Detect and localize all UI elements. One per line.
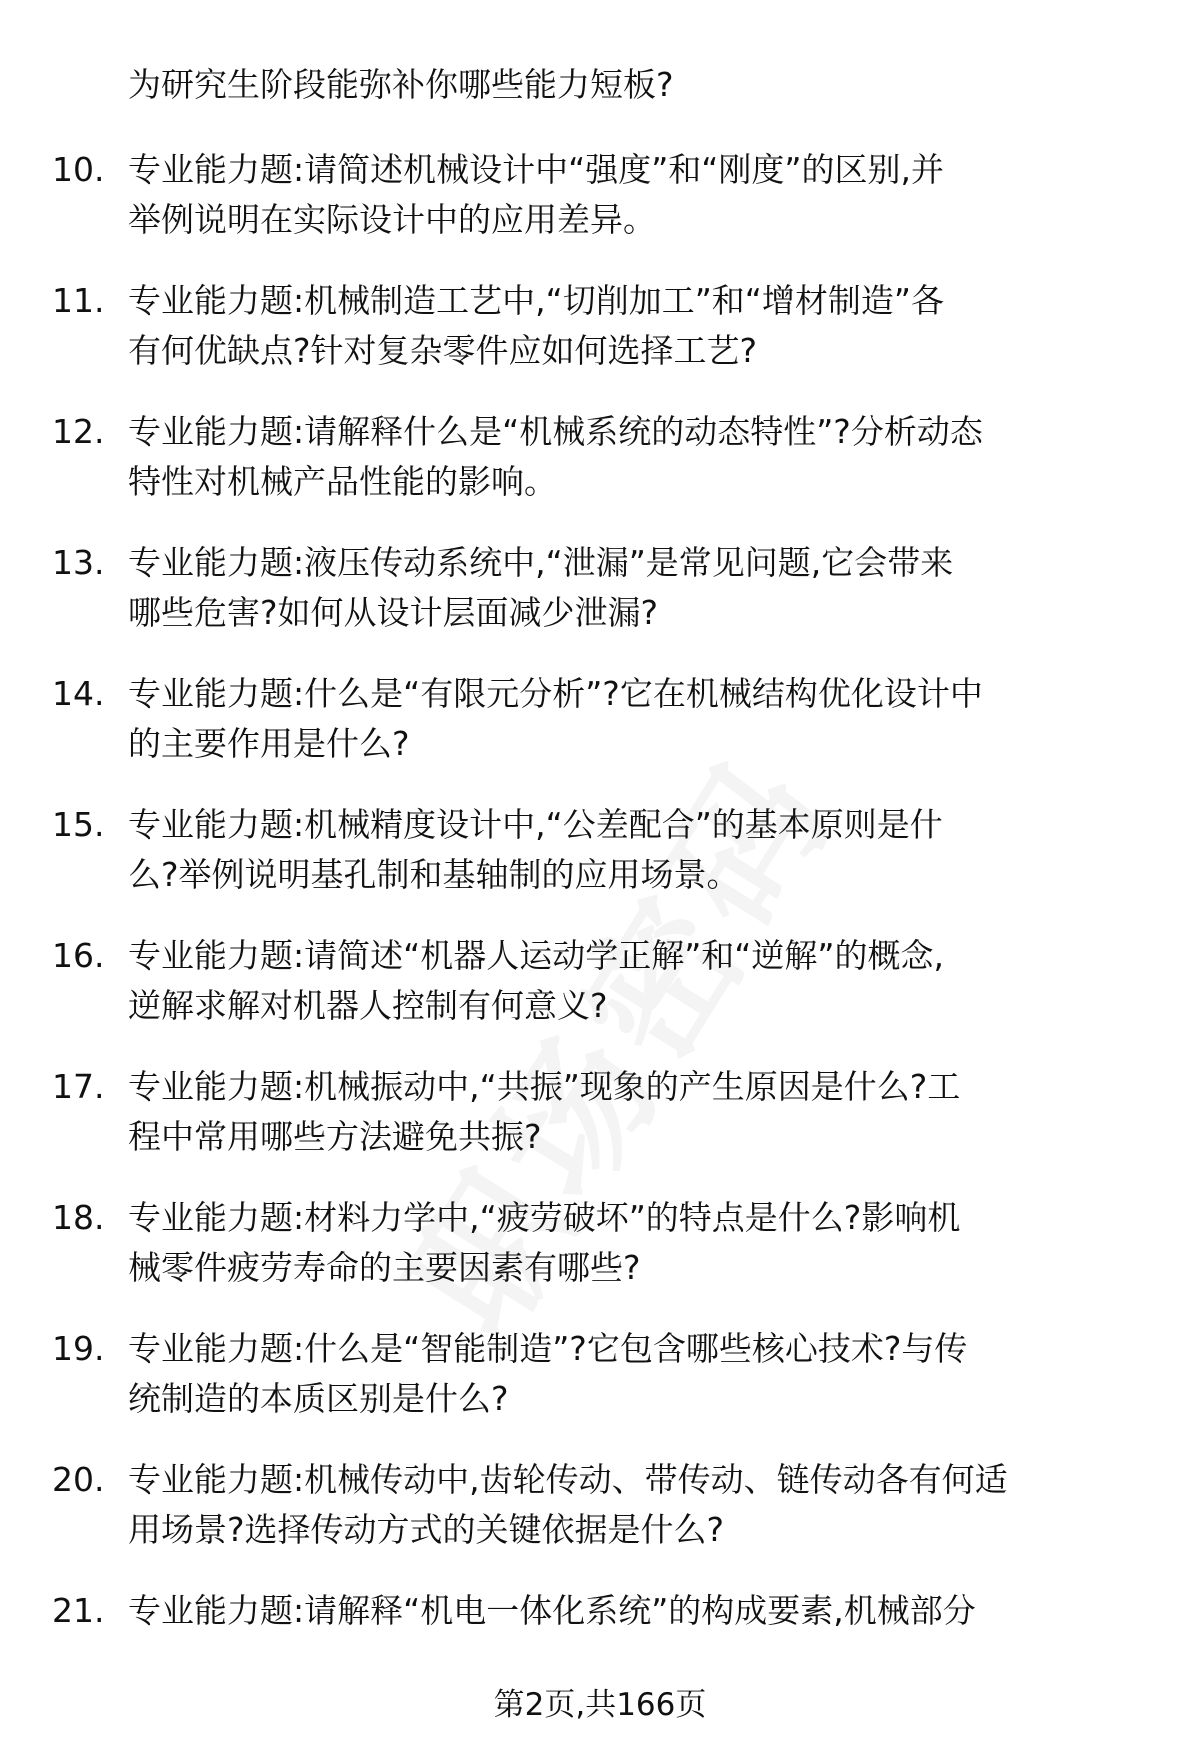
question-item	[0, 931, 1200, 1025]
question-text-line: 程中常用哪些方法避免共振?	[128, 1117, 542, 1156]
question-number: 21.	[52, 1591, 105, 1630]
question-number: 17.	[52, 1067, 105, 1106]
question-text-line: 专业能力题:什么是“有限元分析”?它在机械结构优化设计中	[128, 674, 983, 713]
question-text-line: 专业能力题:什么是“智能制造”?它包含哪些核心技术?与传	[128, 1329, 968, 1368]
question-number: 10.	[52, 150, 105, 189]
question-item	[0, 800, 1200, 894]
question-text-line: 专业能力题:请简述机械设计中“强度”和“刚度”的区别,并	[128, 150, 944, 189]
question-text-line: 专业能力题:请解释什么是“机械系统的动态特性”?分析动态	[128, 412, 983, 451]
page-footer: 第2页,共166页	[493, 1687, 707, 1723]
question-item	[0, 407, 1200, 501]
question-text-line: 的主要作用是什么?	[128, 724, 410, 763]
question-item	[0, 1193, 1200, 1287]
question-text-line: 专业能力题:液压传动系统中,“泄漏”是常见问题,它会带来	[128, 543, 954, 582]
question-item	[0, 1586, 1200, 1636]
question-text-line: 逆解求解对机器人控制有何意义?	[128, 986, 608, 1025]
question-list	[0, 145, 1200, 1636]
question-text-line: 有何优缺点?针对复杂零件应如何选择工艺?	[128, 331, 758, 370]
question-text-line: 专业能力题:机械制造工艺中,“切削加工”和“增材制造”各	[128, 281, 944, 320]
question-item	[0, 1062, 1200, 1156]
question-number: 19.	[52, 1329, 105, 1368]
question-number: 18.	[52, 1198, 105, 1237]
question-text-line: 专业能力题:机械精度设计中,“公差配合”的基本原则是什	[128, 805, 943, 844]
question-item	[0, 145, 1200, 239]
continuation-line: 为研究生阶段能弥补你哪些能力短板?	[128, 65, 674, 104]
question-number: 12.	[52, 412, 105, 451]
question-number: 16.	[52, 936, 105, 975]
question-text-line: 用场景?选择传动方式的关键依据是什么?	[128, 1510, 725, 1549]
question-text-line: 专业能力题:请解释“机电一体化系统”的构成要素,机械部分	[128, 1591, 976, 1630]
question-text-line: 专业能力题:机械传动中,齿轮传动、带传动、链传动各有何适	[128, 1460, 1008, 1499]
question-text-line: 么?举例说明基孔制和基轴制的应用场景。	[128, 855, 740, 894]
question-number: 11.	[52, 281, 105, 320]
question-number: 20.	[52, 1460, 105, 1499]
question-text-line: 械零件疲劳寿命的主要因素有哪些?	[128, 1248, 641, 1287]
question-text-line: 哪些危害?如何从设计层面减少泄漏?	[128, 593, 659, 632]
question-number: 13.	[52, 543, 105, 582]
question-text-line: 专业能力题:请简述“机器人运动学正解”和“逆解”的概念,	[128, 936, 944, 975]
question-number: 15.	[52, 805, 105, 844]
question-item	[0, 1455, 1200, 1549]
question-item	[0, 538, 1200, 632]
question-text-line: 特性对机械产品性能的影响。	[128, 462, 557, 501]
question-item	[0, 669, 1200, 763]
question-text-line: 举例说明在实际设计中的应用差异。	[128, 200, 656, 239]
question-text-line: 统制造的本质区别是什么?	[128, 1379, 509, 1418]
question-number: 14.	[52, 674, 105, 713]
question-text-line: 专业能力题:机械振动中,“共振”现象的产生原因是什么?工	[128, 1067, 961, 1106]
question-text-line: 专业能力题:材料力学中,“疲劳破坏”的特点是什么?影响机	[128, 1198, 961, 1237]
question-item	[0, 276, 1200, 370]
question-item	[0, 1324, 1200, 1418]
